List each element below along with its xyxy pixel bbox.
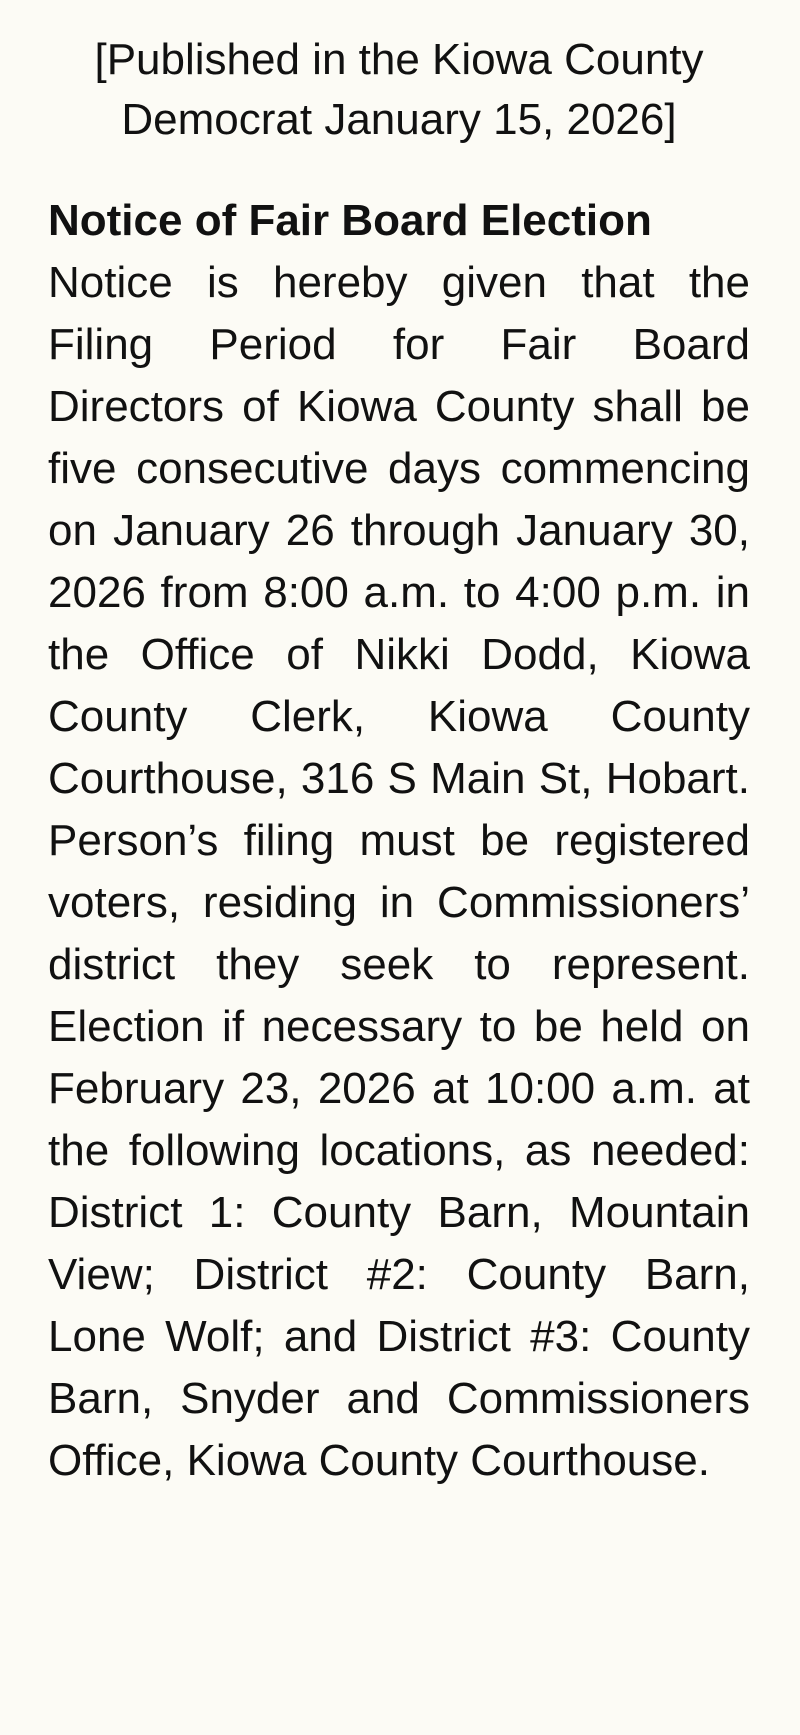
publication-line-2: Democrat January 15, 2026] xyxy=(121,95,677,144)
notice-title: Notice of Fair Board Election xyxy=(48,196,652,245)
publication-line-1: [Published in the Kiowa County xyxy=(94,35,704,84)
publication-line xyxy=(48,30,750,150)
notice-content xyxy=(48,190,775,1492)
notice-body: Notice is hereby given that the Filing Period for Fair Board Directors of Kiowa County shall be five consecutive days commencing on January 26 through January 30, 2026 from 8:00 a.m. to 4:00 p.m. in the Office of Nikki Dodd, Kiowa County Clerk, Kiowa County Courthouse, 316 S Main St, Hobart. Person’s filing must be registered voters, residing in Commissioners’ district they seek to represent. Election if necessary to be held on February 23, 2026 at 10:00 a.m. at the following locations, as needed: District 1: County Barn, Mountain View; District #2: County Barn, Lone Wolf; and District #3: County Barn, Snyder and Commissioners Office, Kiowa County Courthouse. xyxy=(48,258,775,1485)
